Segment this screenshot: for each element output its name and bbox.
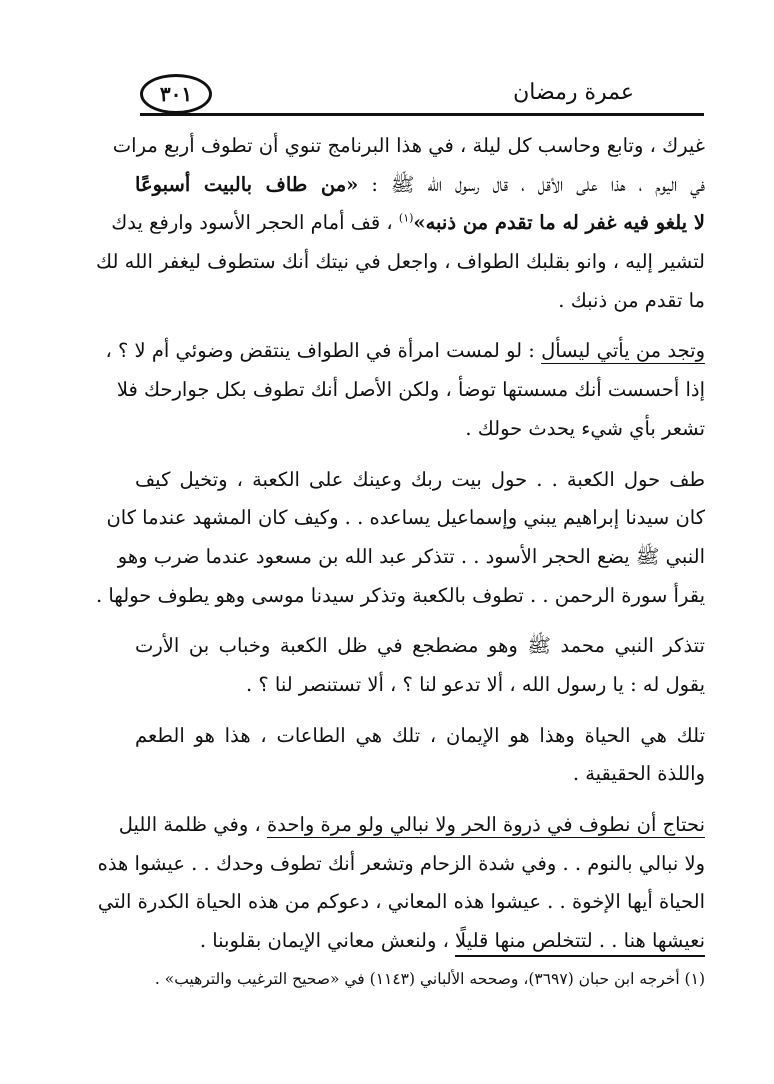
text-line: [135, 282, 705, 321]
text-run: : لو لمست امرأة في الطواف ينتقض وضوئي أم لا ؟ ،: [105, 339, 542, 363]
text-line: [135, 410, 705, 449]
text-run: كان سيدنا إبراهيم يبني وإسماعيل يساعده . . وكيف كان المشهد عندما كان: [106, 506, 705, 530]
text-run: وتجد من يأتي ليسأل: [541, 339, 705, 363]
paragraph-gap: [135, 705, 705, 717]
paragraph-gap: [135, 615, 705, 627]
text-line: [105, 332, 705, 371]
paragraph-gap: [135, 320, 705, 332]
text-run: ، وفي ظلمة الليل: [118, 813, 267, 836]
text-run: تشعر بأي شيء يحدث حولك .: [465, 416, 705, 440]
text-line: [97, 845, 705, 884]
text-line: [118, 806, 705, 845]
text-run: ، قف أمام الحجر الأسود وارفع يدك: [111, 211, 399, 235]
text-run: واللذة الحقيقية .: [572, 762, 705, 786]
text-run: يقرأ سورة الرحمن . . تطوف بالكعبة وتذكر سيدنا موسى وهو يطوف حولها .: [95, 583, 705, 607]
paragraph: [97, 806, 705, 961]
text-run: في اليوم ، هذا على الأقل ، قال رسول الله ﷺ :: [358, 172, 705, 196]
paragraph: [105, 332, 705, 448]
paragraph-gap: [135, 449, 705, 461]
body-text: [95, 127, 705, 961]
text-run: الحياة أيها الإخوة . . عيشوا هذه المعاني ، دعوكم من هذه الحياة الكدرة التي: [97, 890, 705, 914]
footnote: (١) أخرجه ابن حبان (٣٦٩٧)، وصححه الألباني (١١٤٣) في «صحيح الترغيب والترهيب» .: [154, 970, 705, 988]
text-line: [117, 538, 705, 577]
text-line: [106, 499, 705, 538]
text-run: النبي ﷺ يضع الحجر الأسود . . تتذكر عبد الله بن مسعود عندما ضرب وهو: [117, 544, 705, 568]
text-line: [135, 717, 705, 756]
text-line: [116, 371, 705, 410]
text-run: طف حول الكعبة . . حول بيت ربك وعينك على الكعبة ، وتخيل كيف: [135, 467, 705, 491]
text-run: غيرك ، وتابع وحاسب كل ليلة ، في هذا البرنامج تنوي أن تطوف أربع مرات: [112, 134, 705, 157]
text-run: يقول له : يا رسول الله ، ألا تدعو لنا ؟ ، ألا تستنصر لنا ؟ .: [245, 672, 705, 696]
text-run: لا يلغو فيه غفر له ما تقدم من ذنبه»: [413, 211, 705, 235]
header-rule: [140, 113, 704, 116]
paragraph-gap: [135, 794, 705, 806]
text-run: ما تقدم من ذنبك .: [558, 288, 705, 312]
text-line: [111, 204, 705, 243]
page-number: ٣٠١: [140, 74, 212, 114]
paragraph: [135, 627, 705, 704]
text-run: لتشير إليه ، وانو بقلبك الطواف ، واجعل في نيتك أنك ستطوف ليغفر الله لك: [96, 250, 705, 274]
text-run: نعيشها هنا . . لتتخلص منها قليلًا ، ولنعش معاني الإيمان بقلوبنا .: [199, 929, 705, 953]
paragraph: [135, 717, 705, 794]
paragraph: [95, 461, 705, 616]
text-line: [135, 755, 705, 794]
footnote-marker: (١): [398, 211, 414, 225]
text-line: [95, 577, 705, 616]
text-run: تتذكر النبي محمد ﷺ وهو مضطجع في ظل الكعبة وخباب بن الأرت: [135, 634, 705, 658]
text-run: ولا نبالي بالنوم . . وفي شدة الزحام وتشعر أنك تطوف وحدك . . عيشوا هذه: [97, 851, 705, 875]
text-line: [97, 883, 705, 922]
text-line: [135, 627, 705, 666]
running-title: عمرة رمضان: [513, 80, 634, 105]
text-run: إذا أحسست أنك مسستها توضأ ، ولكن الأصل أنك تطوف بكل جوارحك فلا: [116, 378, 705, 402]
text-line: [135, 666, 705, 705]
text-run: تلك هي الحياة وهذا هو الإيمان ، تلك هي الطاعات ، هذا هو الطعم: [135, 723, 705, 747]
text-line: [96, 243, 705, 282]
text-line: [135, 461, 705, 500]
text-run: نحتاج أن نطوف في ذروة الحر ولا نبالي ولو مرة واحدة: [266, 813, 705, 836]
paragraph: [96, 127, 705, 320]
text-line: [135, 166, 705, 205]
text-line: [112, 127, 705, 166]
text-run: «من طاف بالبيت أسبوعًا: [135, 172, 359, 196]
footnote-rule: [455, 955, 705, 957]
